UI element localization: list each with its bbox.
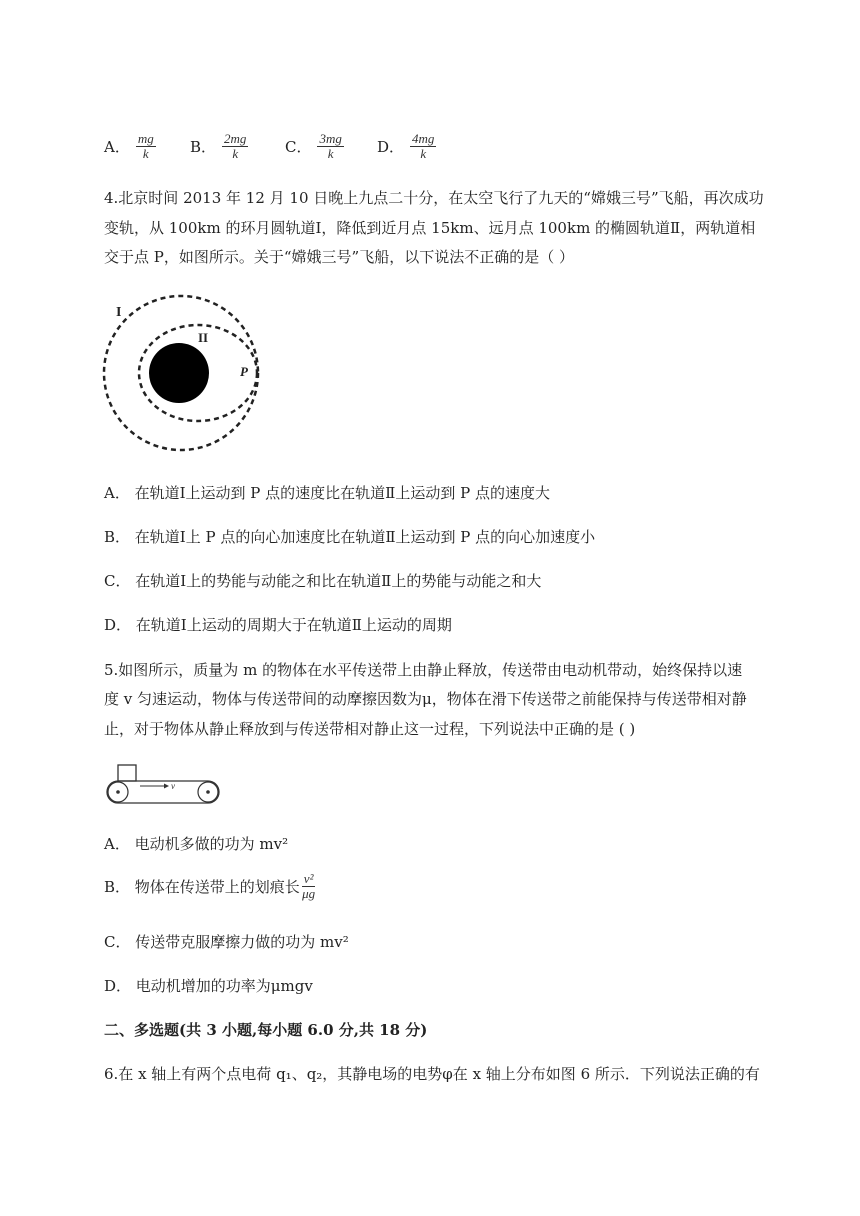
option-letter: D． xyxy=(377,138,405,156)
moon-disc xyxy=(149,343,209,403)
orbit-1-label: I xyxy=(116,305,122,320)
left-pulley-axle xyxy=(116,790,120,794)
q5-option-a: A． 电动机多做的功为 mv² xyxy=(104,835,289,853)
q3-option-a xyxy=(104,132,190,161)
q5-stem-line-3: 止，对于物体从静止释放到与传送带相对静止这一过程，下列说法中正确的是 ( ) xyxy=(104,720,636,738)
q4-stem-line-1: 4.北京时间 2013 年 12 月 10 日晚上九点二十分，在太空飞行了九天的“嫦娥三号”飞船，再次成功 xyxy=(104,189,764,207)
orbit-figure xyxy=(100,292,265,457)
velocity-arrow-head xyxy=(164,784,169,789)
conveyor-figure xyxy=(104,762,224,808)
q5-option-b-fraction: $\frac{\text{v²}}{\mu g}$ xyxy=(302,871,316,901)
option-letter: A． xyxy=(104,138,130,156)
right-pulley-axle xyxy=(206,790,210,794)
q5-option-d: D． 电动机增加的功率为μmgv xyxy=(104,977,313,995)
q5-stem-line-2: 度 v 匀速运动，物体与传送带间的动摩擦因数为μ，物体在滑下传送带之前能保持与传送带相对静 xyxy=(104,690,747,708)
block xyxy=(118,765,136,781)
q4-stem-line-3: 交于点 P，如图所示。关于“嫦娥三号”飞船，以下说法不正确的是（ ） xyxy=(104,248,574,266)
q5-stem-line-1: 5.如图所示，质量为 m 的物体在水平传送带上由静止释放，传送带由电动机带动，始终保持以速 xyxy=(104,661,743,679)
fraction: $\frac{2mg}{k}$ xyxy=(224,131,247,161)
section-title: 二、多选题(共 3 小题,每小题 6.0 分,共 18 分) xyxy=(104,1021,428,1039)
q4-option-a: A． 在轨道Ⅰ上运动到 P 点的速度比在轨道Ⅱ上运动到 P 点的速度大 xyxy=(104,484,550,502)
fraction: $\frac{mg}{k}$ xyxy=(137,131,154,161)
q5-option-c: C． 传送带克服摩擦力做的功为 mv² xyxy=(104,933,349,951)
q4-option-b: B． 在轨道Ⅰ上 P 点的向心加速度比在轨道Ⅱ上运动到 P 点的向心加速度小 xyxy=(104,528,596,546)
q4-option-c: C． 在轨道Ⅰ上的势能与动能之和比在轨道Ⅱ上的势能与动能之和大 xyxy=(104,572,542,590)
q4-option-d: D． 在轨道Ⅰ上运动的周期大于在轨道Ⅱ上运动的周期 xyxy=(104,616,452,634)
q6-stem-line-1: 6.在 x 轴上有两个点电荷 q₁、q₂，其静电场的电势φ在 x 轴上分布如图 6 所示．下列说法正确的有 xyxy=(104,1065,760,1083)
q5-option-b xyxy=(104,872,315,901)
q3-option-b xyxy=(190,132,285,161)
point-p-label: P xyxy=(240,364,248,379)
q3-option-c xyxy=(285,132,377,161)
q4-stem-line-2: 变轨，从 100km 的环月圆轨道Ⅰ，降低到近月点 15km、远月点 100km 的椭圆轨道Ⅱ，两轨道相 xyxy=(104,219,756,237)
q5-option-b-text: B． 物体在传送带上的划痕长 xyxy=(104,878,300,896)
fraction: $\frac{3mg}{k}$ xyxy=(319,131,342,161)
velocity-label: v xyxy=(171,781,175,791)
q3-options xyxy=(104,132,436,161)
q3-option-d xyxy=(377,132,436,161)
fraction: $\frac{4mg}{k}$ xyxy=(412,131,435,161)
option-letter: C． xyxy=(285,138,312,156)
option-letter: B． xyxy=(190,138,217,156)
orbit-2-label: II xyxy=(198,330,209,345)
